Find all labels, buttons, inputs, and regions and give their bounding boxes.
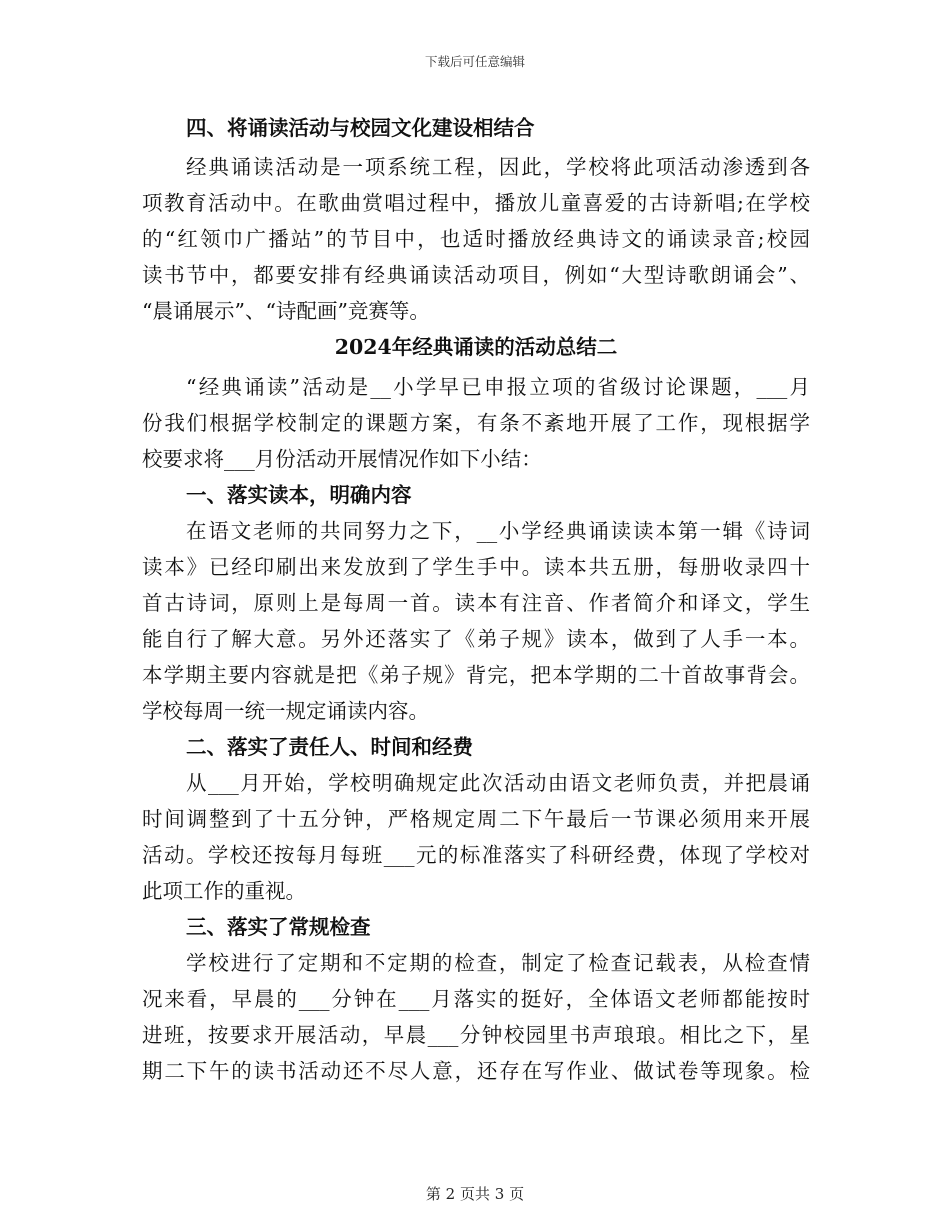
- section-heading-1: 一、落实读本，明确内容: [186, 483, 412, 507]
- paragraph-line: 读书节中，都要安排有经典诵读活动项目，例如“大型诗歌朗诵会”、: [142, 263, 810, 287]
- paragraph-line: “经典诵读”活动是__小学早已申报立项的省级讨论课题，___月: [186, 375, 810, 399]
- document-title: 2024年经典诵读的活动总结二: [334, 335, 618, 359]
- paragraph-line: 份我们根据学校制定的课题方案，有条不紊地开展了工作，现根据学: [142, 411, 810, 435]
- paragraph-line: 此项工作的重视。: [142, 879, 306, 903]
- paragraph-line: 能自行了解大意。另外还落实了《弟子规》读本，做到了人手一本。: [142, 627, 810, 651]
- paragraph-line: 活动。学校还按每月每班___元的标准落实了科研经费，体现了学校对: [142, 843, 810, 867]
- paragraph-line: 项教育活动中。在歌曲赏唱过程中，播放儿童喜爱的古诗新唱;在学校: [142, 191, 810, 215]
- section-heading-3: 三、落实了常规检查: [186, 915, 371, 939]
- paragraph-line: 经典诵读活动是一项系统工程，因此，学校将此项活动渗透到各: [186, 155, 810, 179]
- paragraph-line: 在语文老师的共同努力之下，__小学经典诵读读本第一辑《诗词: [186, 519, 810, 543]
- page-footer: 第 2 页共 3 页: [425, 1185, 525, 1203]
- paragraph-line: 学校进行了定期和不定期的检查，制定了检查记载表，从检查情: [186, 951, 810, 975]
- paragraph-line: “晨诵展示”、“诗配画”竞赛等。: [142, 299, 430, 323]
- paragraph-line: 本学期主要内容就是把《弟子规》背完，把本学期的二十首故事背会。: [142, 663, 810, 687]
- paragraph-line: 从___月开始，学校明确规定此次活动由语文老师负责，并把晨诵: [186, 771, 810, 795]
- paragraph-line: 的“红领巾广播站”的节目中，也适时播放经典诗文的诵读录音;校园: [142, 227, 810, 251]
- paragraph-line: 读本》已经印刷出来发放到了学生手中。读本共五册，每册收录四十: [142, 555, 810, 579]
- paragraph-line: 时间调整到了十五分钟，严格规定周二下午最后一节课必须用来开展: [142, 807, 810, 831]
- page-header: 下载后可任意编辑: [424, 54, 525, 69]
- section-heading-2: 二、落实了责任人、时间和经费: [186, 735, 473, 759]
- paragraph-line: 况来看，早晨的___分钟在___月落实的挺好，全体语文老师都能按时: [142, 987, 810, 1011]
- paragraph-line: 首古诗词，原则上是每周一首。读本有注音、作者简介和译文，学生: [142, 591, 810, 615]
- paragraph-line: 校要求将___月份活动开展情况作如下小结：: [142, 447, 542, 471]
- paragraph-line: 期二下午的读书活动还不尽人意，还存在写作业、做试卷等现象。检: [142, 1059, 810, 1083]
- section-heading-4: 四、将诵读活动与校园文化建设相结合: [186, 116, 535, 140]
- document-body: [142, 110, 810, 1089]
- paragraph-line: 学校每周一统一规定诵读内容。: [142, 699, 429, 723]
- paragraph-line: 进班，按要求开展活动，早晨___分钟校园里书声琅琅。相比之下，星: [142, 1023, 810, 1047]
